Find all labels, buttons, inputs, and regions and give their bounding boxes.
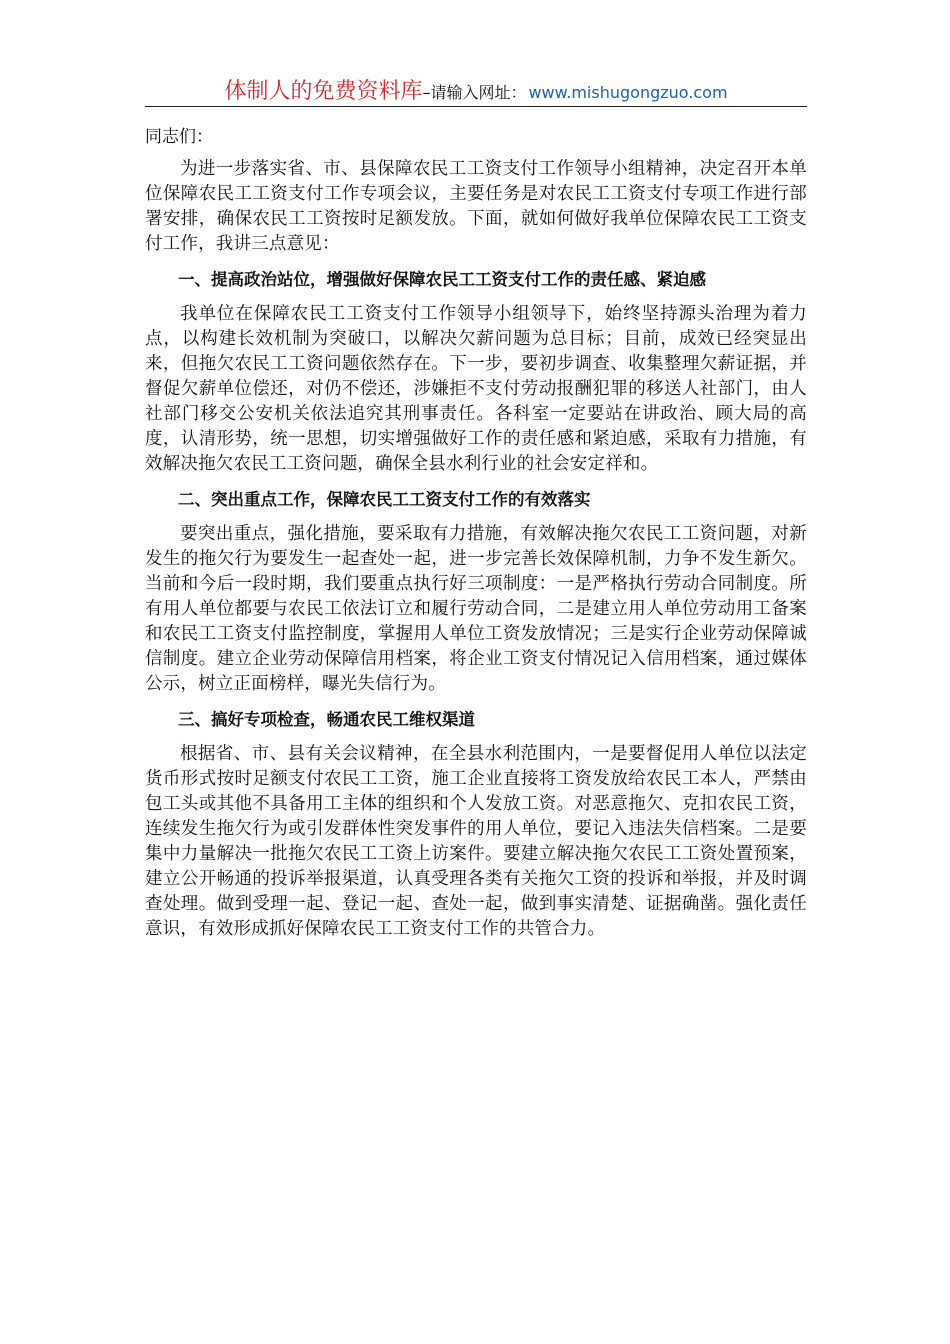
- section-body-3: 根据省、市、县有关会议精神，在全县水利范围内，一是要督促用人单位以法定货币形式按时足额支付农民工工资，施工企业直接将工资发放给农民工本人，严禁由包工头或其他不具备用工主体的组织和个人发放工资。对恶意拖欠、克扣农民工资，连续发生拖欠行为或引发群体性突发事件的用人单位，要记入违法失信档案。二是要集中力量解决一批拖欠农民工工资上访案件。要建立解决拖欠农民工工资处置预案，建立公开畅通的投诉举报渠道，认真受理各类有关拖欠工资的投诉和举报，并及时调查处理。做到受理一起、登记一起、查处一起，做到事实清楚、证据确凿。强化责任意识，有效形成抓好保障农民工工资支付工作的共管合力。: [145, 744, 807, 939]
- document-body: [145, 122, 807, 952]
- section-heading-2: 二、突出重点工作，保障农民工工资支付工作的有效落实: [178, 490, 591, 509]
- greeting: 同志们：: [145, 127, 213, 147]
- page-header: [145, 68, 807, 107]
- header-prompt: –请输入网址：: [422, 83, 527, 102]
- header-line: [224, 74, 727, 105]
- section-heading-1: 一、提高政治站位，增强做好保障农民工工资支付工作的责任感、紧迫感: [178, 270, 706, 289]
- header-brand: 体制人的免费资料库: [224, 79, 423, 104]
- section-body-1: 我单位在保障农民工工资支付工作领导小组领导下，始终坚持源头治理为着力点，以构建长效机制为突破口，以解决欠薪问题为总目标；目前，成效已经突显出来，但拖欠农民工工资问题依然存在。下一步，要初步调查、收集整理欠薪证据，并督促欠薪单位偿还，对仍不偿还，涉嫌拒不支付劳动报酬犯罪的移送人社部门，由人社部门移交公安机关依法追究其刑事责任。各科室一定要站在讲政治、顾大局的高度，认清形势，统一思想，切实增强做好工作的责任感和紧迫感，采取有力措施，有效解决拖欠农民工工资问题，确保全县水利行业的社会安定祥和。: [145, 304, 807, 474]
- header-url-link[interactable]: www.mishugongzuo.com: [528, 83, 728, 102]
- section-heading-3: 三、搞好专项检查，畅通农民工维权渠道: [178, 710, 475, 729]
- intro-paragraph: 为进一步落实省、市、县保障农民工工资支付工作领导小组精神，决定召开本单位保障农民工工资支付工作专项会议，主要任务是对农民工工资支付专项工作进行部署安排，确保农民工工资按时足额发放。下面，就如何做好我单位保障农民工工资支付工作，我讲三点意见：: [145, 159, 807, 254]
- section-body-2: 要突出重点，强化措施，要采取有力措施，有效解决拖欠农民工工资问题，对新发生的拖欠行为要发生一起查处一起，进一步完善长效保障机制，力争不发生新欠。当前和今后一段时期，我们要重点执行好三项制度：一是严格执行劳动合同制度。所有用人单位都要与农民工依法订立和履行劳动合同，二是建立用人单位劳动用工备案和农民工工资支付监控制度，掌握用人单位工资发放情况；三是实行企业劳动保障诚信制度。建立企业劳动保障信用档案，将企业工资支付情况记入信用档案，通过媒体公示，树立正面榜样，曝光失信行为。: [145, 524, 807, 694]
